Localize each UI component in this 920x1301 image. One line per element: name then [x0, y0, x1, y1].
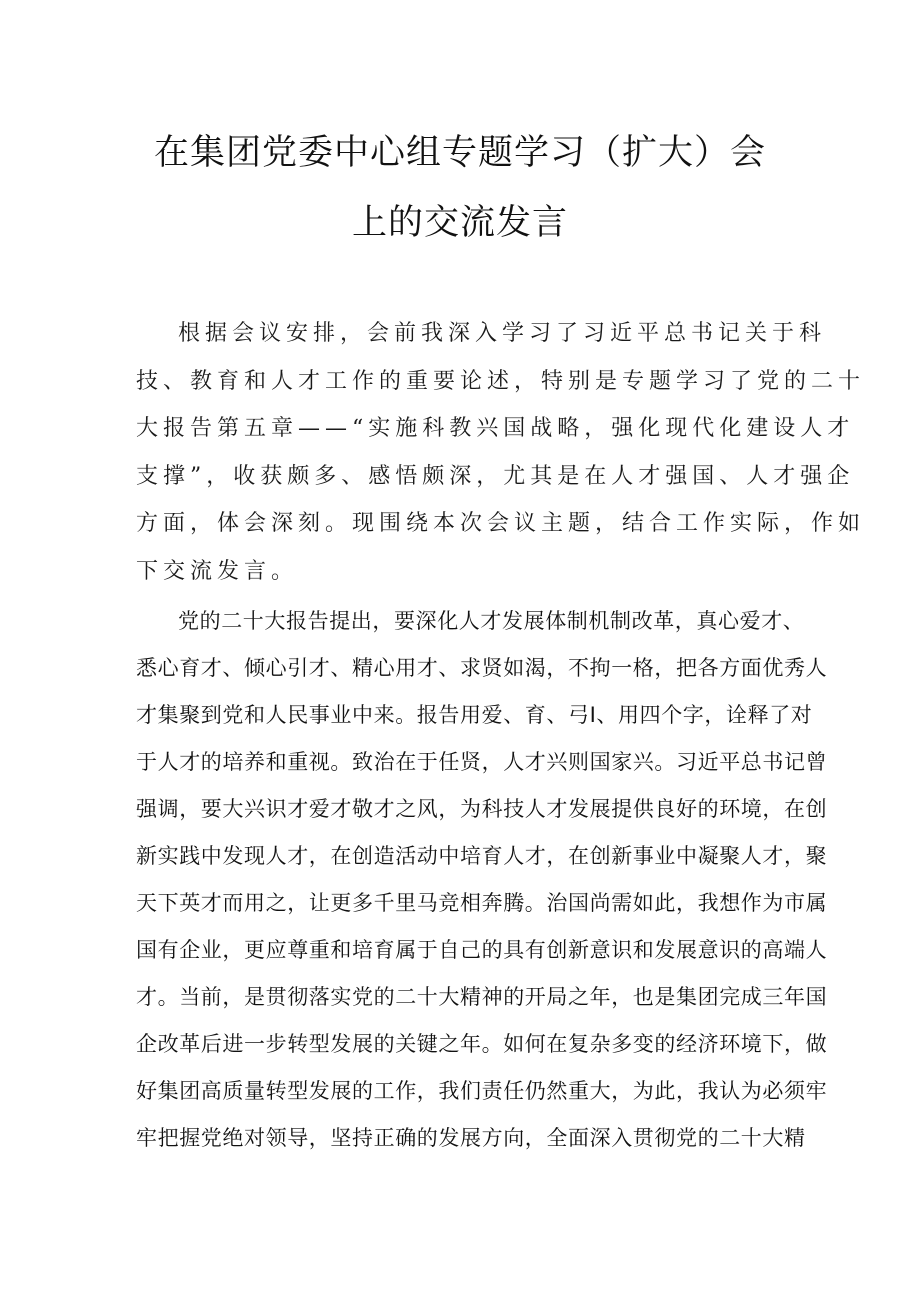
paragraph-line: 新实践中发现人才，在创造活动中培育人才，在创新事业中凝聚人才，聚 [136, 844, 828, 868]
paragraph-line: 大报告第五章——“实施科教兴国战略，强化现代化建设人才 [136, 416, 855, 441]
paragraph-1 [136, 310, 866, 595]
paragraph-line: 下交流发言。 [136, 558, 299, 584]
paragraph-line: 牢把握党绝对领导，坚持正确的发展方向，全面深入贯彻党的二十大精 [136, 1126, 806, 1150]
paragraph-line: 于人才的培养和重视。致治在于任贤，人才兴则国家兴。习近平总书记曾 [136, 750, 828, 774]
paragraph-line: 好集团高质量转型发展的工作，我们责任仍然重大，为此，我认为必须牢 [136, 1079, 828, 1103]
paragraph-line: 天下英才而用之，让更多千里马竞相奔腾。治国尚需如此，我想作为市属 [136, 891, 828, 915]
paragraph-line: 强调，要大兴识才爱才敬才之风，为科技人才发展提供良好的环境，在创 [136, 797, 828, 821]
paragraph-line: 技、教育和人才工作的重要论述，特别是专题学习了党的二十 [136, 368, 866, 394]
document-title-line-1: 在集团党委中心组专题学习（扩大）会 [153, 133, 766, 173]
paragraph-line: 根据会议安排，会前我深入学习了习近平总书记关于科 [178, 321, 827, 346]
paragraph-2 [136, 598, 828, 1162]
paragraph-line: 党的二十大报告提出，要深化人才发展体制机制改革，真心爱才、 [178, 609, 805, 633]
document-title-line-2: 上的交流发言 [351, 203, 568, 243]
paragraph-line: 国有企业，更应尊重和培育属于自己的具有创新意识和发展意识的高端人 [136, 938, 828, 962]
paragraph-line: 支撑”，收获颇多、感悟颇深，尤其是在人才强国、人才强企 [136, 463, 855, 489]
paragraph-line: 悉心育才、倾心引才、精心用才、求贤如渴，不拘一格，把各方面优秀人 [136, 656, 828, 680]
paragraph-line: 方面，体会深刻。现围绕本次会议主题，结合工作实际，作如 [136, 511, 866, 536]
paragraph-line: 企改革后进一步转型发展的关键之年。如何在复杂多变的经济环境下，做 [136, 1032, 828, 1056]
paragraph-line: 才集聚到党和人民事业中来。报告用爱、育、弓I、用四个字，诠释了对 [136, 703, 813, 727]
paragraph-line: 才。当前，是贯彻落实党的二十大精神的开局之年，也是集团完成三年国 [136, 985, 828, 1009]
